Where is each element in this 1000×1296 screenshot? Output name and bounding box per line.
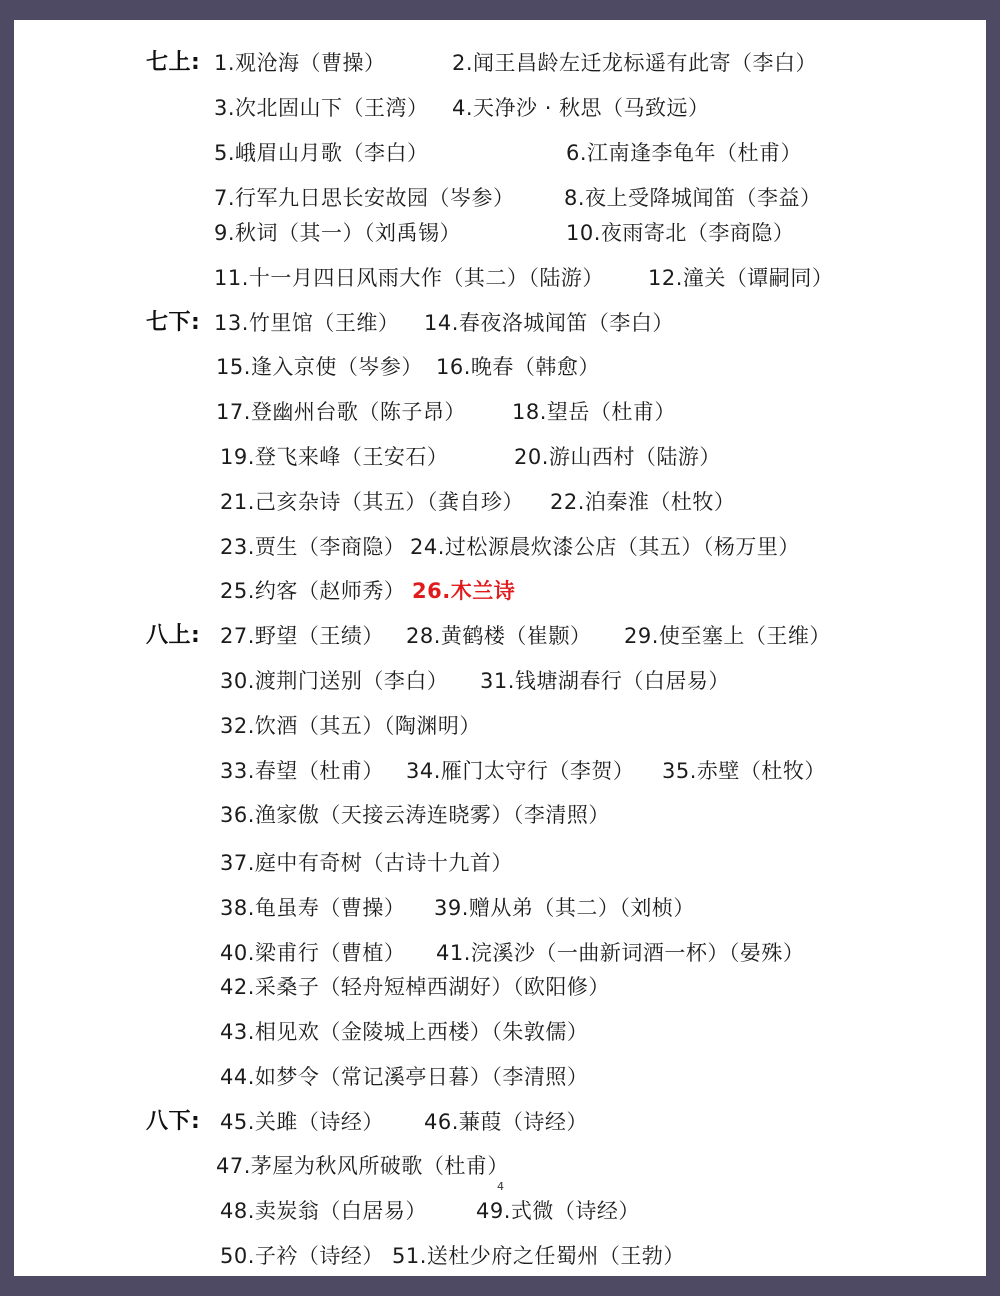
poem-item: 38.龟虽寿（曹操） [220,896,406,920]
poem-item: 4.天净沙 · 秋思（马致远） [452,96,710,120]
poem-item: 18.望岳（杜甫） [512,400,676,424]
poem-item: 25.约客（赵师秀） [220,579,406,603]
poem-item: 11.十一月四日风雨大作（其二）（陆游） [214,266,604,290]
poem-item: 42.采桑子（轻舟短棹西湖好）（欧阳修） [220,975,610,999]
poem-item: 31.钱塘湖春行（白居易） [480,669,730,693]
poem-item-highlighted: 26.木兰诗 [412,579,516,603]
poem-item: 29.使至塞上（王维） [624,624,831,648]
poem-item: 48.卖炭翁（白居易） [220,1199,427,1223]
poem-item: 13.竹里馆（王维） [214,311,400,335]
section-label-8a: 八上: [146,623,201,648]
poem-item: 1.观沧海（曹操） [214,51,386,75]
poem-item: 34.雁门太守行（李贺） [406,759,635,783]
section-label-7b: 七下: [146,310,201,335]
page-number: 4 [497,1180,504,1193]
document-page [14,20,986,1276]
poem-item: 44.如梦令（常记溪亭日暮）（李清照） [220,1065,589,1089]
poem-item: 6.江南逢李龟年（杜甫） [566,141,803,165]
poem-item: 7.行军九日思长安故园（岑参） [214,186,515,210]
poem-item: 8.夜上受降城闻笛（李益） [564,186,822,210]
section-label-8b: 八下: [146,1109,201,1134]
poem-item: 17.登幽州台歌（陈子昂） [216,400,466,424]
poem-item: 33.春望（杜甫） [220,759,384,783]
poem-item: 2.闻王昌龄左迁龙标遥有此寄（李白） [452,51,818,75]
poem-item: 49.式微（诗经） [476,1199,640,1223]
poem-item: 50.子衿（诗经） [220,1244,384,1268]
poem-item: 43.相见欢（金陵城上西楼）（朱敦儒） [220,1020,589,1044]
poem-item: 24.过松源晨炊漆公店（其五）（杨万里） [410,535,800,559]
poem-item: 14.春夜洛城闻笛（李白） [424,311,674,335]
poem-item: 5.峨眉山月歌（李白） [214,141,429,165]
poem-item: 27.野望（王绩） [220,624,384,648]
poem-item: 30.渡荆门送别（李白） [220,669,449,693]
poem-item: 37.庭中有奇树（古诗十九首） [220,851,513,875]
poem-item: 32.饮酒（其五）（陶渊明） [220,714,481,738]
poem-item: 20.游山西村（陆游） [514,445,721,469]
poem-item: 35.赤壁（杜牧） [662,759,826,783]
poem-item: 41.浣溪沙（一曲新词酒一杯）（晏殊） [436,941,805,965]
poem-item: 39.赠从弟（其二）（刘桢） [434,896,695,920]
poem-item: 3.次北固山下（王湾） [214,96,429,120]
poem-item: 28.黄鹤楼（崔颢） [406,624,592,648]
poem-item: 12.潼关（谭嗣同） [648,266,834,290]
poem-item: 21.己亥杂诗（其五）（龚自珍） [220,490,524,514]
poem-item: 15.逢入京使（岑参） [216,355,423,379]
poem-item: 16.晚春（韩愈） [436,355,600,379]
poem-item: 9.秋词（其一）（刘禹锡） [214,221,462,245]
section-label-7a: 七上: [146,50,201,75]
poem-item: 23.贾生（李商隐） [220,535,406,559]
poem-item: 40.梁甫行（曹植） [220,941,406,965]
poem-item: 45.关雎（诗经） [220,1110,384,1134]
poem-item: 10.夜雨寄北（李商隐） [566,221,795,245]
poem-item: 19.登飞来峰（王安石） [220,445,449,469]
poem-item: 22.泊秦淮（杜牧） [550,490,736,514]
poem-item: 36.渔家傲（天接云涛连晓雾）（李清照） [220,803,610,827]
poem-item: 47.茅屋为秋风所破歌（杜甫） [216,1154,509,1178]
poem-item: 51.送杜少府之任蜀州（王勃） [392,1244,685,1268]
poem-item: 46.蒹葭（诗经） [424,1110,588,1134]
